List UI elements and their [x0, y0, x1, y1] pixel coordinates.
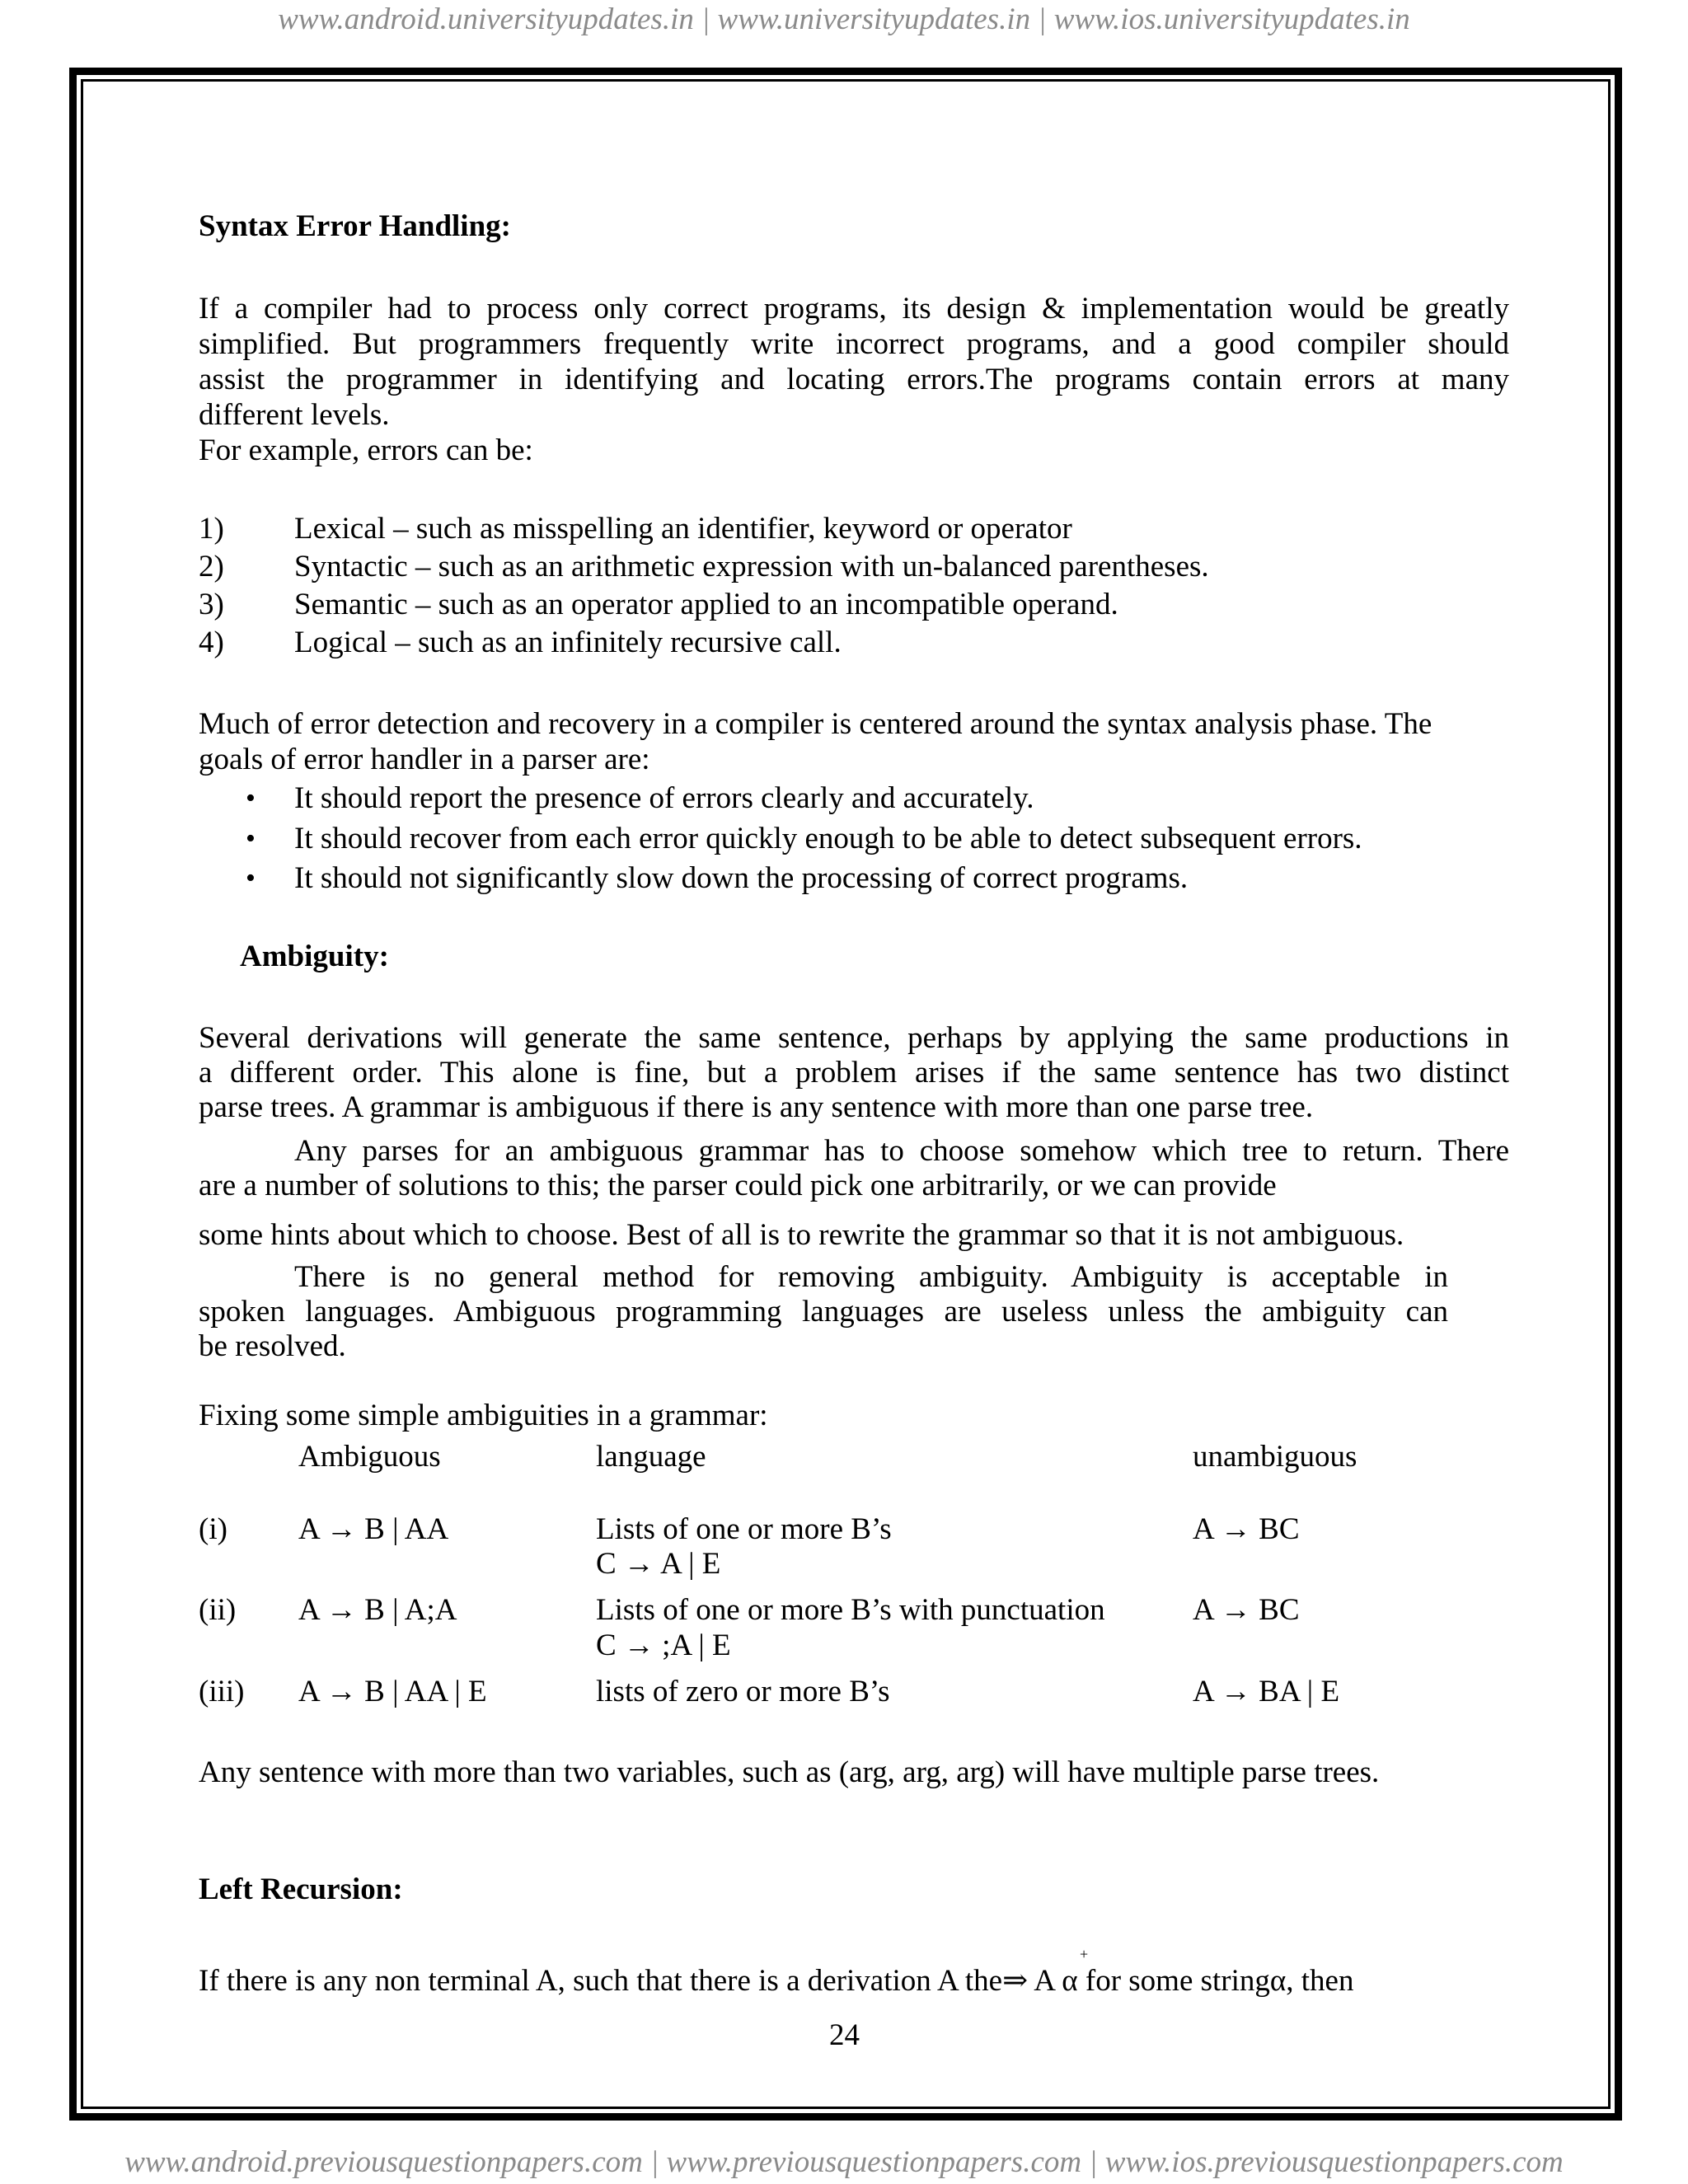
syntax-para1-line: If a compiler had to process only correct programs, its design & implementation would be greatly — [199, 292, 1509, 326]
table-cell-unambiguous: A → BC — [1193, 1593, 1300, 1627]
goal-bullet-item: It should report the presence of errors clearly and accurately. — [294, 781, 1034, 815]
table-cell-language: Lists of one or more B’s with punctuation — [596, 1593, 1105, 1627]
bullet-icon: • — [246, 863, 256, 893]
error-list-item: Logical – such as an infinitely recursive call. — [294, 626, 842, 659]
ambiguity-para3-line: There is no general method for removing ambiguity. Ambiguity is acceptable in — [294, 1260, 1448, 1294]
syntax-para1-line: assist the programmer in identifying and locating errors.The programs contain errors at many — [199, 363, 1509, 396]
syntax-para2-line: Much of error detection and recovery in a compiler is centered around the syntax analysis phase. The — [199, 707, 1432, 741]
syntax-error-heading: Syntax Error Handling: — [199, 209, 511, 243]
left-recursion-heading: Left Recursion: — [199, 1872, 403, 1906]
ambiguity-para2-line: Any parses for an ambiguous grammar has to choose somehow which tree to return. There — [294, 1134, 1509, 1168]
table-header-language: language — [596, 1440, 706, 1474]
goal-bullet-item: It should recover from each error quickly enough to be able to detect subsequent errors. — [294, 822, 1362, 855]
table-cell-language: Lists of one or more B’s — [596, 1512, 892, 1546]
error-list-number: 1) — [199, 512, 224, 546]
ambiguity-para1-line: Several derivations will generate the same sentence, perhaps by applying the same productions in — [199, 1021, 1509, 1055]
table-cell-language: lists of zero or more B’s — [596, 1675, 890, 1708]
syntax-para1-line: simplified. But programmers frequently write incorrect programs, and a good compiler should — [199, 327, 1509, 361]
table-cell-ambiguous: A → B | AA — [298, 1512, 449, 1546]
table-intro: Fixing some simple ambiguities in a grammar: — [199, 1399, 768, 1432]
table-cell-unambiguous: A → BA | E — [1193, 1675, 1340, 1708]
error-list-item: Lexical – such as misspelling an identifier, keyword or operator — [294, 512, 1072, 546]
plus-superscript: + — [1080, 1946, 1089, 1962]
table-row-label: (ii) — [199, 1593, 237, 1627]
table-cell-ambiguous: A → B | A;A — [298, 1593, 457, 1627]
table-cell-ambiguous: A → B | AA | E — [298, 1675, 487, 1708]
ambiguity-para1-line: a different order. This alone is fine, but a problem arises if the same sentence has two distinct — [199, 1056, 1509, 1090]
ambiguity-para1-line: parse trees. A grammar is ambiguous if there is any sentence with more than one parse tree. — [199, 1090, 1314, 1124]
ambiguity-para3-line: spoken languages. Ambiguous programming languages are useless unless the ambiguity can — [199, 1295, 1448, 1329]
left-recursion-line: If there is any non terminal A, such that there is a derivation A the⇒ A α for some stringα, then — [199, 1964, 1354, 1998]
goal-bullet-item: It should not significantly slow down the processing of correct programs. — [294, 861, 1189, 895]
error-list-item: Semantic – such as an operator applied to an incompatible operand. — [294, 588, 1118, 621]
ambiguity-para2-line: are a number of solutions to this; the parser could pick one arbitrarily, or we can provide — [199, 1169, 1277, 1202]
ambiguity-para3-line: be resolved. — [199, 1329, 346, 1363]
syntax-para1-line: For example, errors can be: — [199, 434, 533, 467]
table-row-label: (i) — [199, 1512, 227, 1546]
ambiguity-closing: Any sentence with more than two variables, such as (arg, arg, arg) will have multiple parse trees. — [199, 1755, 1380, 1789]
ambiguity-para2-line: some hints about which to choose. Best of all is to rewrite the grammar so that it is not ambiguous. — [199, 1218, 1404, 1252]
table-cell-language-extra: C → A | E — [596, 1547, 721, 1581]
table-header-unambiguous: unambiguous — [1193, 1440, 1357, 1474]
error-list-item: Syntactic – such as an arithmetic expression with un-balanced parentheses. — [294, 550, 1209, 583]
error-list-number: 4) — [199, 626, 224, 659]
table-cell-unambiguous: A → BC — [1193, 1512, 1300, 1546]
table-cell-language-extra: C → ;A | E — [596, 1629, 731, 1662]
page-number: 24 — [829, 2018, 860, 2052]
ambiguity-heading: Ambiguity: — [240, 940, 389, 973]
bullet-icon: • — [246, 783, 256, 813]
table-header-ambiguous: Ambiguous — [298, 1440, 441, 1474]
top-watermark: www.android.universityupdates.in | www.universityupdates.in | www.ios.universityupdates.in — [278, 2, 1410, 36]
error-list-number: 3) — [199, 588, 224, 621]
syntax-para2-line: goals of error handler in a parser are: — [199, 743, 650, 776]
error-list-number: 2) — [199, 550, 224, 583]
bottom-watermark: www.android.previousquestionpapers.com | www.previousquestionpapers.com | www.ios.previousquestionpapers.com — [124, 2145, 1564, 2179]
bullet-icon: • — [246, 823, 256, 854]
table-row-label: (iii) — [199, 1675, 245, 1708]
syntax-para1-line: different levels. — [199, 398, 390, 432]
